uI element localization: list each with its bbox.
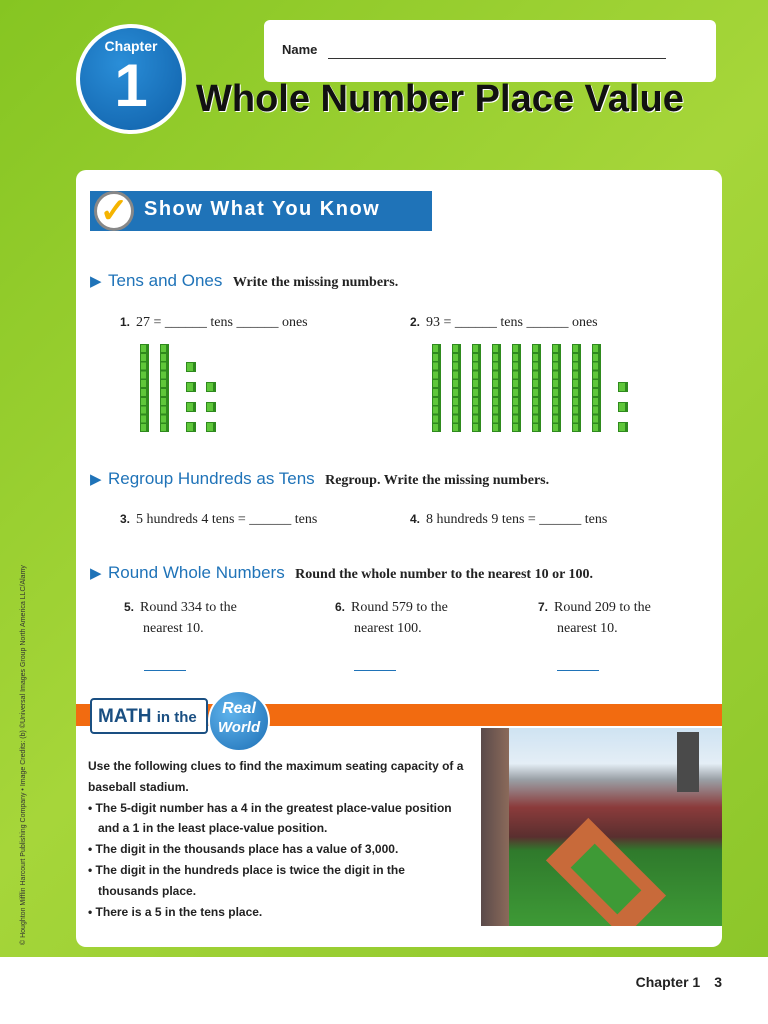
clue-item: • The digit in the hundreds place is twice the digit in the thousands place. xyxy=(88,862,405,898)
content-card xyxy=(76,170,722,947)
section-instruction: Regroup. Write the missing numbers. xyxy=(325,473,550,488)
page-footer xyxy=(636,974,722,990)
unit-cube xyxy=(618,422,628,432)
section-heading: Tens and Ones xyxy=(108,271,223,290)
page-number: 3 xyxy=(714,974,722,990)
tens-rod xyxy=(472,344,481,432)
math-in-the-label: MATH in the xyxy=(90,698,208,734)
image-credit: © Houghton Mifflin Harcourt Publishing Company • Image Credits: (b) ©Universal Images Group North America LLC/Alamy xyxy=(20,565,27,945)
tens-rod xyxy=(492,344,501,432)
unit-cube xyxy=(186,422,196,432)
show-what-you-know-banner xyxy=(90,191,432,231)
section-heading: Regroup Hundreds as Tens xyxy=(108,469,315,488)
answer-line-5[interactable] xyxy=(144,670,186,671)
chapter-word: Chapter xyxy=(104,38,158,54)
unit-cube xyxy=(618,382,628,392)
show-what-you-know-title: Show What You Know xyxy=(144,198,381,220)
chapter-badge xyxy=(76,24,186,134)
unit-cube xyxy=(186,402,196,412)
clue-item: • The digit in the thousands place has a value of 3,000. xyxy=(88,842,399,857)
tens-rod xyxy=(572,344,581,432)
unit-cube xyxy=(206,422,216,432)
triangle-icon: ▶ xyxy=(90,565,102,582)
answer-line-7[interactable] xyxy=(557,670,599,671)
section-instruction: Round the whole number to the nearest 10 or 100. xyxy=(295,567,594,582)
unit-cube xyxy=(186,382,196,392)
section-round xyxy=(90,563,593,583)
unit-cube xyxy=(186,362,196,372)
checkmark-icon: ✓ xyxy=(94,191,134,231)
tens-rod xyxy=(452,344,461,432)
clue-item: • The 5-digit number has a 4 in the greatest place-value position and a 1 in the least place-value position. xyxy=(88,800,452,836)
baseball-stadium-photo xyxy=(481,728,722,926)
section-regroup xyxy=(90,469,549,489)
name-box xyxy=(264,20,716,82)
triangle-icon: ▶ xyxy=(90,471,102,488)
unit-cube xyxy=(618,402,628,412)
problem-1: 1. 27 = ______ tens ______ ones xyxy=(120,315,308,330)
tens-rod xyxy=(532,344,541,432)
clue-item: • There is a 5 in the tens place. xyxy=(88,904,263,919)
unit-cube xyxy=(206,382,216,392)
problem-3: 3. 5 hundreds 4 tens = ______ tens xyxy=(120,512,318,527)
section-tens-ones xyxy=(90,271,398,291)
name-label: Name xyxy=(282,42,318,57)
problem-6: 6. Round 579 to the nearest 100. xyxy=(335,600,448,636)
real-world-clues xyxy=(88,756,468,922)
chapter-number: 1 xyxy=(114,52,148,119)
tens-rod xyxy=(140,344,149,432)
clue-intro: Use the following clues to find the maximum seating capacity of a baseball stadium. xyxy=(88,759,464,794)
problem-2: 2. 93 = ______ tens ______ ones xyxy=(410,315,598,330)
tens-rod xyxy=(512,344,521,432)
tens-rod xyxy=(432,344,441,432)
unit-cube xyxy=(206,402,216,412)
tens-rod xyxy=(592,344,601,432)
name-input-line[interactable] xyxy=(328,58,666,59)
section-heading: Round Whole Numbers xyxy=(108,563,285,582)
real-world-globe-icon: Real World xyxy=(208,690,270,752)
page-title: Whole Number Place Value xyxy=(196,78,684,120)
problem-7: 7. Round 209 to the nearest 10. xyxy=(538,600,651,636)
tens-rod xyxy=(160,344,169,432)
tens-rod xyxy=(552,344,561,432)
footer-chapter: Chapter 1 xyxy=(635,974,701,990)
section-instruction: Write the missing numbers. xyxy=(232,275,399,290)
answer-line-6[interactable] xyxy=(354,670,396,671)
problem-4: 4. 8 hundreds 9 tens = ______ tens xyxy=(410,512,608,527)
problem-5: 5. Round 334 to the nearest 10. xyxy=(124,600,237,636)
triangle-icon: ▶ xyxy=(90,273,102,290)
